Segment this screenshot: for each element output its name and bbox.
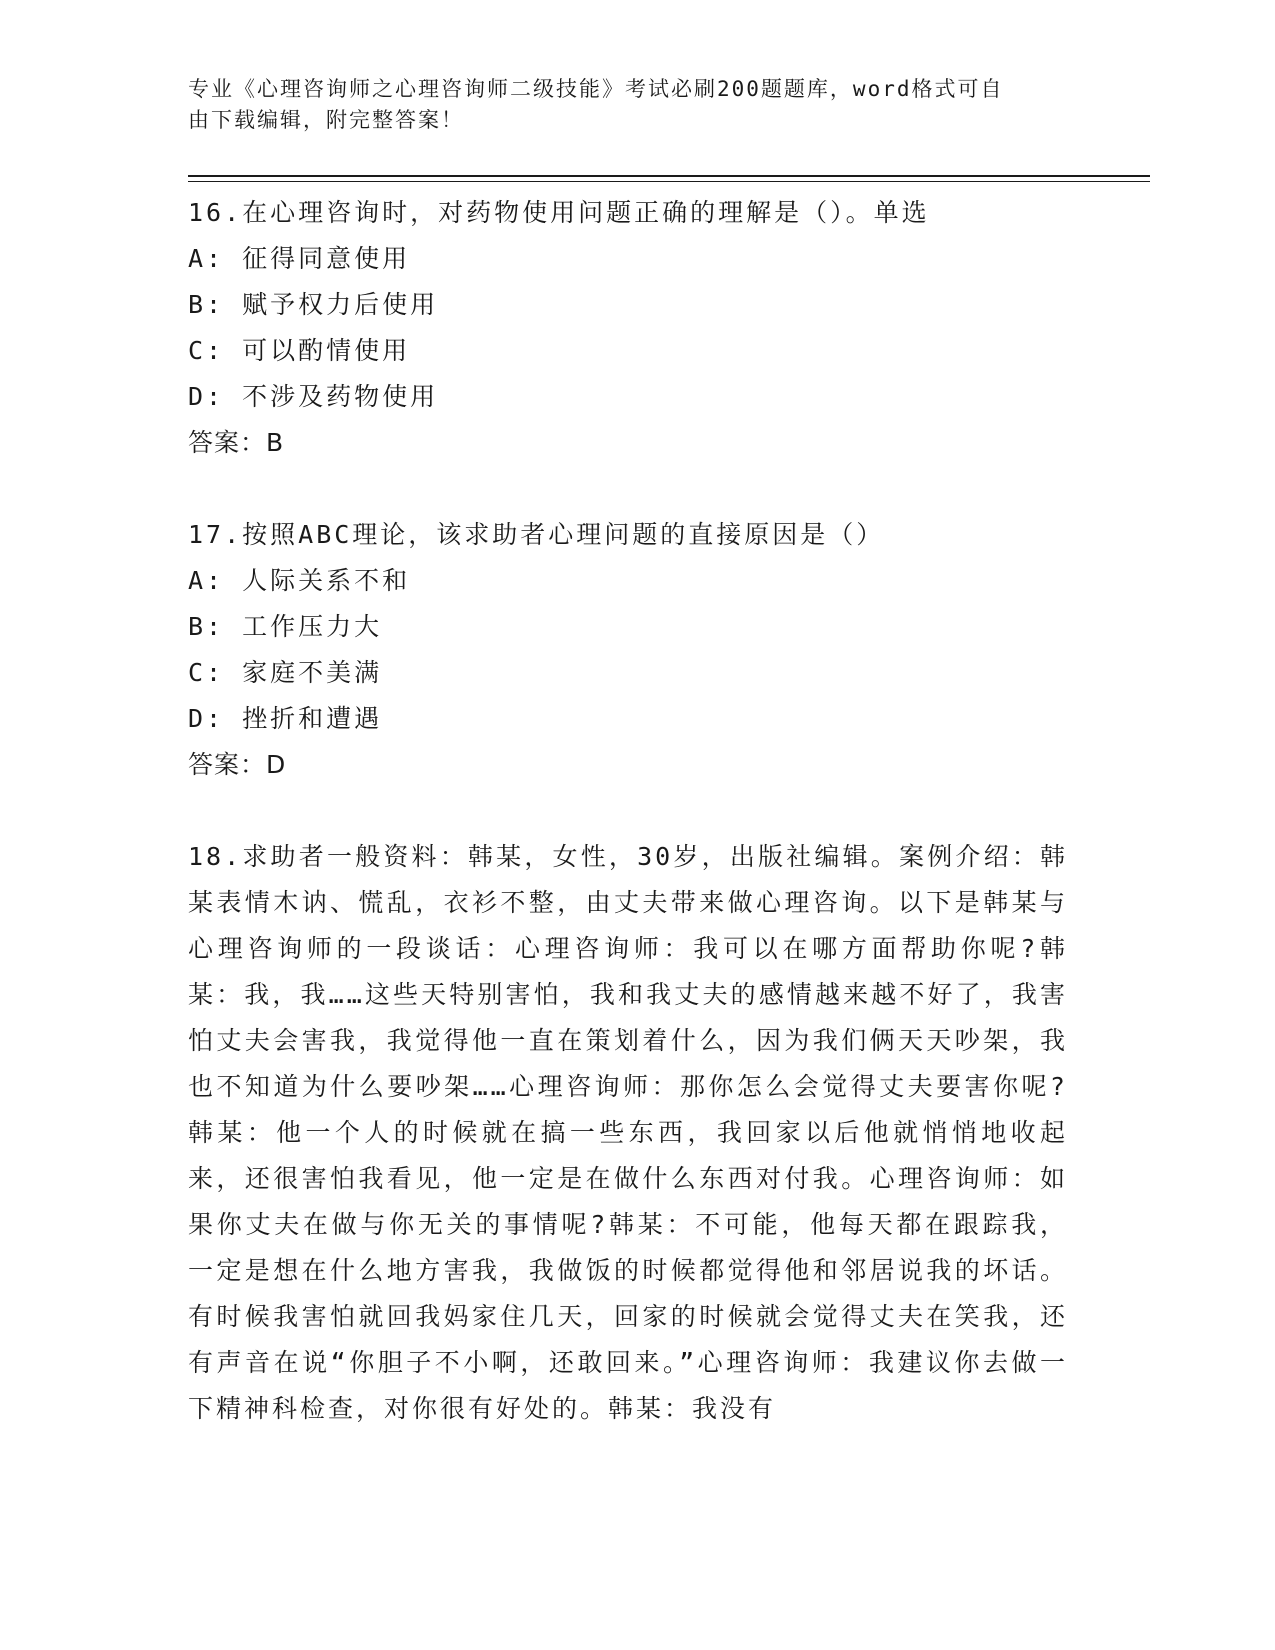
- header-rule-thin: [188, 181, 1150, 182]
- answer-label: 答案：D: [188, 750, 287, 779]
- header-line-1: 专业《心理咨询师之心理咨询师二级技能》考试必刷200题题库，word格式可自: [188, 77, 1004, 101]
- question-16: [188, 190, 1068, 466]
- question-18: [188, 834, 1068, 1432]
- option-c: C: 可以酌情使用: [188, 336, 411, 365]
- header-rule-thick: [188, 175, 1150, 177]
- option-a: A: 征得同意使用: [188, 244, 411, 273]
- question-17: [188, 512, 1068, 788]
- option-b: B: 赋予权力后使用: [188, 290, 439, 319]
- option-d: D: 挫折和遭遇: [188, 704, 383, 733]
- answer-label: 答案：B: [188, 428, 285, 457]
- document-header: [188, 74, 1068, 136]
- option-c: C: 家庭不美满: [188, 658, 383, 687]
- option-a: A: 人际关系不和: [188, 566, 411, 595]
- option-d: D: 不涉及药物使用: [188, 382, 439, 411]
- question-list: [188, 190, 1068, 1478]
- header-line-2: 由下载编辑，附完整答案！: [188, 108, 464, 132]
- question-stem: 17.按照ABC理论，该求助者心理问题的直接原因是（）: [188, 520, 885, 549]
- option-b: B: 工作压力大: [188, 612, 383, 641]
- case-paragraph: 18.求助者一般资料：韩某，女性，30岁，出版社编辑。案例介绍：韩某表情木讷、慌乱，衣衫不整，由丈夫带来做心理咨询。以下是韩某与心理咨询师的一段谈话：心理咨询师：我可以在哪方面帮助你呢?韩某：我，我……这些天特别害怕，我和我丈夫的感情越来越不好了，我害怕丈夫会害我，我觉得他一直在策划着什么，因为我们俩天天吵架，我也不知道为什么要吵架……心理咨询师：那你怎么会觉得丈夫要害你呢?韩某：他一个人的时候就在搞一些东西，我回家以后他就悄悄地收起来，还很害怕我看见，他一定是在做什么东西对付我。心理咨询师：如果你丈夫在做与你无关的事情呢?韩某：不可能，他每天都在跟踪我，一定是想在什么地方害我，我做饭的时候都觉得他和邻居说我的坏话。有时候我害怕就回我妈家住几天，回家的时候就会觉得丈夫在笑我，还有声音在说“你胆子不小啊，还敢回来。”心理咨询师：我建议你去做一下精神科检查，对你很有好处的。韩某：我没有: [188, 842, 1068, 1423]
- question-stem: 16.在心理咨询时，对药物使用问题正确的理解是（）。单选: [188, 198, 930, 227]
